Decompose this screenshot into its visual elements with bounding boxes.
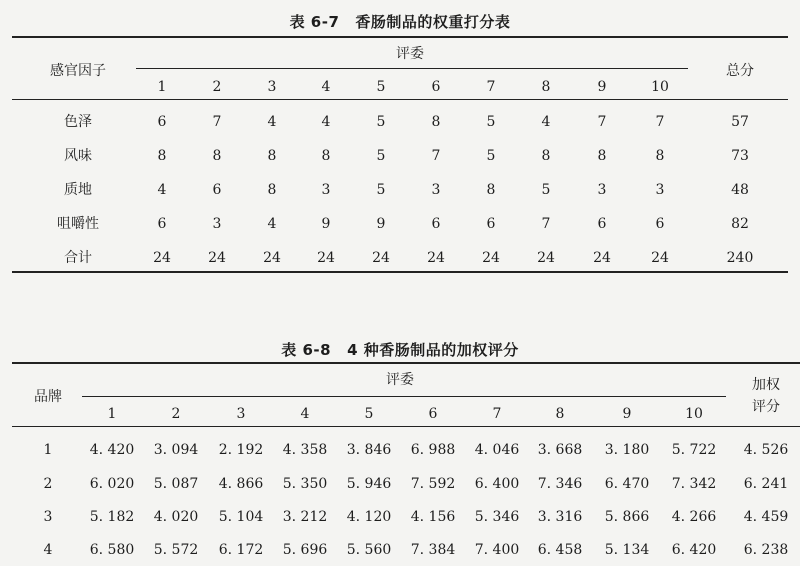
score-cell: 24	[317, 250, 335, 266]
row-label: 1	[43, 442, 53, 458]
table2-judge-10: 10	[685, 406, 703, 422]
score-cell: 3. 316	[537, 509, 583, 525]
score-cell: 24	[208, 250, 226, 266]
table1-top-rule	[12, 36, 788, 38]
score-cell: 8	[321, 148, 331, 164]
table2-number: 表 6-8	[281, 341, 332, 359]
score-cell: 4. 156	[410, 509, 456, 525]
total-cell: 240	[726, 250, 754, 266]
score-cell: 6	[157, 216, 167, 232]
score-cell: 24	[537, 250, 555, 266]
score-cell: 4. 420	[89, 442, 135, 458]
row-label: 2	[43, 476, 53, 492]
table1-bottom-rule	[12, 271, 788, 273]
score-cell: 6. 420	[671, 542, 717, 558]
score-cell: 5	[376, 182, 386, 198]
score-cell: 5	[486, 148, 496, 164]
table2-group-rule	[82, 396, 726, 397]
score-cell: 8	[655, 148, 665, 164]
table2-judge-2: 2	[171, 406, 181, 422]
score-cell: 4. 358	[282, 442, 328, 458]
score-cell: 3	[212, 216, 222, 232]
score-cell: 7. 592	[410, 476, 456, 492]
table2-judge-6: 6	[428, 406, 438, 422]
score-cell: 6	[157, 114, 167, 130]
total-cell: 48	[731, 182, 749, 198]
table1-judge-5: 5	[376, 79, 386, 95]
score-cell: 5. 346	[474, 509, 520, 525]
score-cell: 5	[376, 148, 386, 164]
score-cell: 3	[431, 182, 441, 198]
score-cell: 4. 866	[218, 476, 264, 492]
table1-judge-2: 2	[212, 79, 222, 95]
score-cell: 5. 696	[282, 542, 328, 558]
score-cell: 8	[157, 148, 167, 164]
score-cell: 6	[212, 182, 222, 198]
score-cell: 5. 946	[346, 476, 392, 492]
score-cell: 24	[593, 250, 611, 266]
table2-caption	[0, 339, 800, 360]
score-cell: 8	[597, 148, 607, 164]
total-cell: 4. 526	[743, 442, 789, 458]
row-label: 合计	[64, 250, 92, 266]
table1-judge-10: 10	[651, 79, 669, 95]
score-cell: 7	[431, 148, 441, 164]
score-cell: 8	[267, 182, 277, 198]
table1-group-rule	[136, 68, 688, 69]
score-cell: 7. 384	[410, 542, 456, 558]
score-cell: 3. 846	[346, 442, 392, 458]
table1-judge-6: 6	[431, 79, 441, 95]
table2-row-header: 品牌	[34, 389, 62, 405]
table1-title: 香肠制品的权重打分表	[355, 13, 511, 31]
score-cell: 7	[597, 114, 607, 130]
score-cell: 6. 470	[604, 476, 650, 492]
table1-judge-1: 1	[157, 79, 167, 95]
table2-header-rule	[12, 426, 800, 427]
score-cell: 4. 120	[346, 509, 392, 525]
score-cell: 5	[486, 114, 496, 130]
score-cell: 8	[267, 148, 277, 164]
table1-caption	[0, 11, 800, 32]
score-cell: 5	[541, 182, 551, 198]
score-cell: 5. 104	[218, 509, 264, 525]
score-cell: 6. 172	[218, 542, 264, 558]
score-cell: 3. 212	[282, 509, 328, 525]
score-cell: 3. 668	[537, 442, 583, 458]
table2-judge-8: 8	[555, 406, 565, 422]
score-cell: 24	[482, 250, 500, 266]
table1-judge-7: 7	[486, 79, 496, 95]
score-cell: 24	[372, 250, 390, 266]
table2-title: 4 种香肠制品的加权评分	[347, 341, 519, 359]
score-cell: 24	[651, 250, 669, 266]
score-cell: 24	[263, 250, 281, 266]
score-cell: 7. 342	[671, 476, 717, 492]
score-cell: 4. 046	[474, 442, 520, 458]
score-cell: 3. 180	[604, 442, 650, 458]
score-cell: 5. 572	[153, 542, 199, 558]
total-cell: 6. 238	[743, 542, 789, 558]
score-cell: 7	[655, 114, 665, 130]
score-cell: 7	[212, 114, 222, 130]
score-cell: 6. 400	[474, 476, 520, 492]
table1-judge-9: 9	[597, 79, 607, 95]
table1-group-header: 评委	[396, 46, 424, 62]
table2-judge-3: 3	[236, 406, 246, 422]
score-cell: 4	[321, 114, 331, 130]
score-cell: 6	[486, 216, 496, 232]
table2-judge-9: 9	[622, 406, 632, 422]
table1-header-rule	[12, 99, 788, 100]
total-cell: 6. 241	[743, 476, 789, 492]
table2-judge-1: 1	[107, 406, 117, 422]
score-cell: 7	[541, 216, 551, 232]
table1-row-header: 感官因子	[50, 63, 106, 79]
row-label: 色泽	[64, 114, 92, 130]
table2-top-rule	[12, 362, 800, 364]
table1-judge-3: 3	[267, 79, 277, 95]
score-cell: 5. 350	[282, 476, 328, 492]
table1-number: 表 6-7	[289, 13, 340, 31]
table1-judge-4: 4	[321, 79, 331, 95]
table2-judge-4: 4	[300, 406, 310, 422]
score-cell: 4	[541, 114, 551, 130]
score-cell: 6	[431, 216, 441, 232]
score-cell: 4	[157, 182, 167, 198]
score-cell: 6. 580	[89, 542, 135, 558]
score-cell: 6. 988	[410, 442, 456, 458]
row-label: 风味	[64, 148, 92, 164]
total-cell: 4. 459	[743, 509, 789, 525]
table2-judge-5: 5	[364, 406, 374, 422]
table2-group-header: 评委	[386, 372, 414, 388]
score-cell: 8	[212, 148, 222, 164]
score-cell: 7. 400	[474, 542, 520, 558]
table2-total-header-line1: 加权	[752, 377, 780, 393]
score-cell: 5. 560	[346, 542, 392, 558]
row-label: 4	[43, 542, 53, 558]
score-cell: 3	[597, 182, 607, 198]
score-cell: 5	[376, 114, 386, 130]
score-cell: 4	[267, 114, 277, 130]
score-cell: 9	[321, 216, 331, 232]
score-cell: 6	[597, 216, 607, 232]
total-cell: 82	[731, 216, 749, 232]
score-cell: 8	[541, 148, 551, 164]
row-label: 质地	[64, 182, 92, 198]
table1-judge-8: 8	[541, 79, 551, 95]
score-cell: 9	[376, 216, 386, 232]
score-cell: 2. 192	[218, 442, 264, 458]
score-cell: 5. 182	[89, 509, 135, 525]
score-cell: 6. 020	[89, 476, 135, 492]
score-cell: 24	[153, 250, 171, 266]
score-cell: 4	[267, 216, 277, 232]
total-cell: 57	[731, 114, 749, 130]
score-cell: 5. 722	[671, 442, 717, 458]
score-cell: 4. 020	[153, 509, 199, 525]
score-cell: 7. 346	[537, 476, 583, 492]
score-cell: 4. 266	[671, 509, 717, 525]
table2-total-header-line2: 评分	[752, 399, 780, 415]
row-label: 3	[43, 509, 53, 525]
score-cell: 24	[427, 250, 445, 266]
score-cell: 5. 087	[153, 476, 199, 492]
score-cell: 3. 094	[153, 442, 199, 458]
score-cell: 3	[655, 182, 665, 198]
score-cell: 8	[431, 114, 441, 130]
table2-judge-7: 7	[492, 406, 502, 422]
score-cell: 6. 458	[537, 542, 583, 558]
score-cell: 5. 134	[604, 542, 650, 558]
score-cell: 5. 866	[604, 509, 650, 525]
score-cell: 6	[655, 216, 665, 232]
row-label: 咀嚼性	[57, 216, 99, 232]
score-cell: 8	[486, 182, 496, 198]
score-cell: 3	[321, 182, 331, 198]
total-cell: 73	[731, 148, 749, 164]
table1-total-header: 总分	[726, 63, 754, 79]
